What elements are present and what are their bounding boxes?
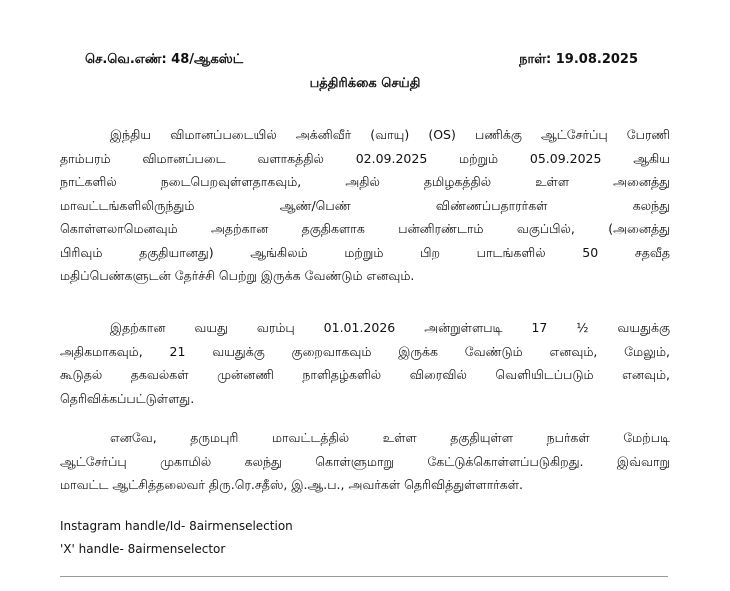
document-title: பத்திரிக்கை செய்தி bbox=[309, 76, 421, 91]
release-date: நாள்: 19.08.2025 bbox=[519, 52, 638, 67]
paragraph-line: கொள்ளலாமெனவும் அதற்கான தகுதிகளாக பன்னிரண்டாம் வகுப்பில், (அனைத்து bbox=[60, 221, 670, 236]
paragraph-line: எனவே, தருமபுரி மாவட்டத்தில் உள்ள தகுதியுள்ள நபர்கள் மேற்படி bbox=[110, 430, 670, 445]
paragraph-line: மாவட்ட ஆட்சித்தலைவர் திரு.ரெ.சதீஸ், இ.ஆ.ப., அவர்கள் தெரிவித்துள்ளார்கள். bbox=[60, 477, 524, 492]
paragraph-line: மாவட்டங்களிலிருந்தும் ஆண்/பெண் விண்ணப்பதாரர்கள் கலந்து bbox=[60, 197, 670, 213]
paragraph-line: தெரிவிக்கப்பட்டுள்ளது. bbox=[60, 390, 195, 406]
paragraph-line: இதற்கான வயது வரம்பு 01.01.2026 அன்றுள்ளபடி 17 ½ வயதுக்கு bbox=[110, 320, 670, 335]
paragraph-line: நாட்களில் நடைபெறவுள்ளதாகவும், அதில் தமிழகத்தில் உள்ள அனைத்து bbox=[60, 174, 670, 189]
instagram-handle: Instagram handle/Id- 8airmenselection bbox=[60, 519, 293, 533]
paragraph-appeal bbox=[60, 426, 670, 497]
paragraph-line: ஆட்சேர்ப்பு முகாமில் கலந்து கொள்ளுமாறு கேட்டுக்கொள்ளப்படுகிறது. இவ்வாறு bbox=[60, 453, 670, 469]
paragraph-line: அதிகமாகவும், 21 வயதுக்கு குறைவாகவும் இருக்க வேண்டும் எனவும், மேலும், bbox=[60, 343, 670, 359]
paragraph-line: இந்திய விமானப்படையில் அக்னிவீர் (வாயு) (OS) பணிக்கு ஆட்சேர்ப்பு பேரணி bbox=[110, 127, 670, 142]
paragraph-line: மதிப்பெண்களுடன் தேர்ச்சி பெற்று இருக்க வேண்டும் எனவும். bbox=[60, 268, 415, 283]
footer-divider bbox=[60, 576, 668, 577]
x-handle: 'X' handle- 8airmenselector bbox=[60, 542, 226, 556]
paragraph-line: கூடுதல் தகவல்கள் முன்னணி நாளிதழ்களில் விரைவில் வெளியிடப்படும் எனவும், bbox=[60, 367, 670, 382]
paragraph-line: தாம்பரம் விமானப்படை வளாகத்தில் 02.09.2025 மற்றும் 05.09.2025 ஆகிய bbox=[60, 150, 670, 166]
paragraph-recruitment-rally bbox=[60, 123, 670, 288]
paragraph-age-limit bbox=[60, 316, 670, 410]
paragraph-line: பிரிவும் தகுதியானது) ஆங்கிலம் மற்றும் பிற பாடங்களில் 50 சதவீத bbox=[60, 244, 670, 260]
reference-number: செ.வெ.எண்: 48/ஆகஸ்ட் bbox=[85, 52, 244, 67]
